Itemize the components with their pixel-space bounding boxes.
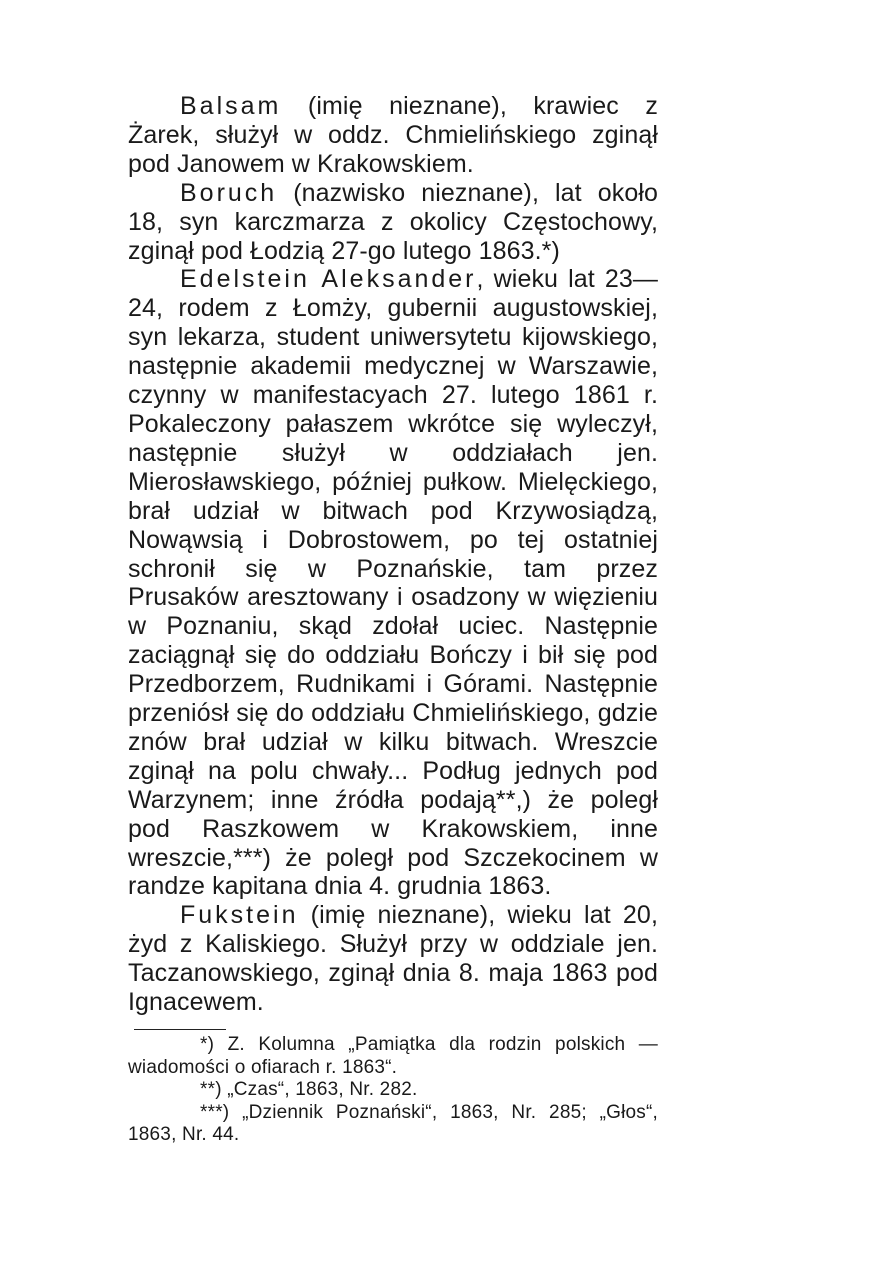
entry-text: (imię nieznane), krawiec z Żarek, służył w oddz. Chmielińskiego zginął pod Janowem w Krakowskiem.	[128, 92, 658, 178]
entry-text: (imię nieznane), wieku lat 20, żyd z Kaliskiego. Służył przy w oddziale jen. Taczanowskiego, zginął dnia 8. maja 1863 pod Ignacewem.	[128, 901, 658, 1017]
entry-text: (nazwisko nieznane), lat około 18, syn karczmarza z okolicy Częstochowy, zginął pod Łodzią 27-go lutego 1863.*)	[128, 178, 658, 265]
entry-edelstein	[128, 265, 658, 901]
entry-name: Fukstein	[180, 901, 299, 930]
entry-name: Edelstein Aleksander	[180, 265, 477, 294]
footnotes	[128, 1034, 658, 1147]
footnote-divider	[134, 1029, 226, 1030]
entry-name: Balsam	[180, 92, 282, 120]
entry-balsam	[128, 92, 658, 179]
main-text	[128, 92, 658, 1017]
entry-boruch	[128, 179, 658, 266]
footnote-2: **) „Czas“, 1863, Nr. 282.	[200, 1079, 418, 1100]
document-page	[128, 92, 658, 1147]
entry-fukstein	[128, 901, 658, 1017]
entry-name: Boruch	[180, 178, 278, 207]
entry-text: , wieku lat 23—24, rodem z Łomży, gubernii augustowskiej, syn lekarza, student uniwersytetu kijowskiego, następnie akademii medycznej w Warszawie, czynny w manifestacyach 27. lutego 1861 r. Pokaleczony pałaszem wkrótce się wyleczył, następnie służył w oddziałach jen. Mierosławskiego, później pułkow. Mielęckiego, brał udział w bitwach pod Krzywosiądzą, Nowąwsią i Dobrostowem, po tej ostatniej schronił się w Poznańskie, tam przez Prusaków aresztowany i osadzony w więzieniu w Poznaniu, skąd zdołał uciec. Następnie zaciągnął się do oddziału Bończy i bił się pod Przedborzem, Rudnikami i Górami. Następnie przeniósł się do oddziału Chmielińskiego, gdzie znów brał udział w kilku bitwach. Wreszcie zginął na polu chwały... Podług jednych pod Warzynem; inne źródła podają**,) że poległ pod Raszkowem w Krakowskiem, inne wreszcie,***) że poległ pod Szczekocinem w randze kapitana dnia 4. grudnia 1863.	[128, 265, 658, 901]
footnote-1: *) Z. Kolumna „Pamiątka dla rodzin polskich — wiadomości o ofiarach r. 1863“.	[128, 1034, 658, 1078]
footnote-3: ***) „Dziennik Poznański“, 1863, Nr. 285; „Głos“, 1863, Nr. 44.	[128, 1101, 658, 1145]
